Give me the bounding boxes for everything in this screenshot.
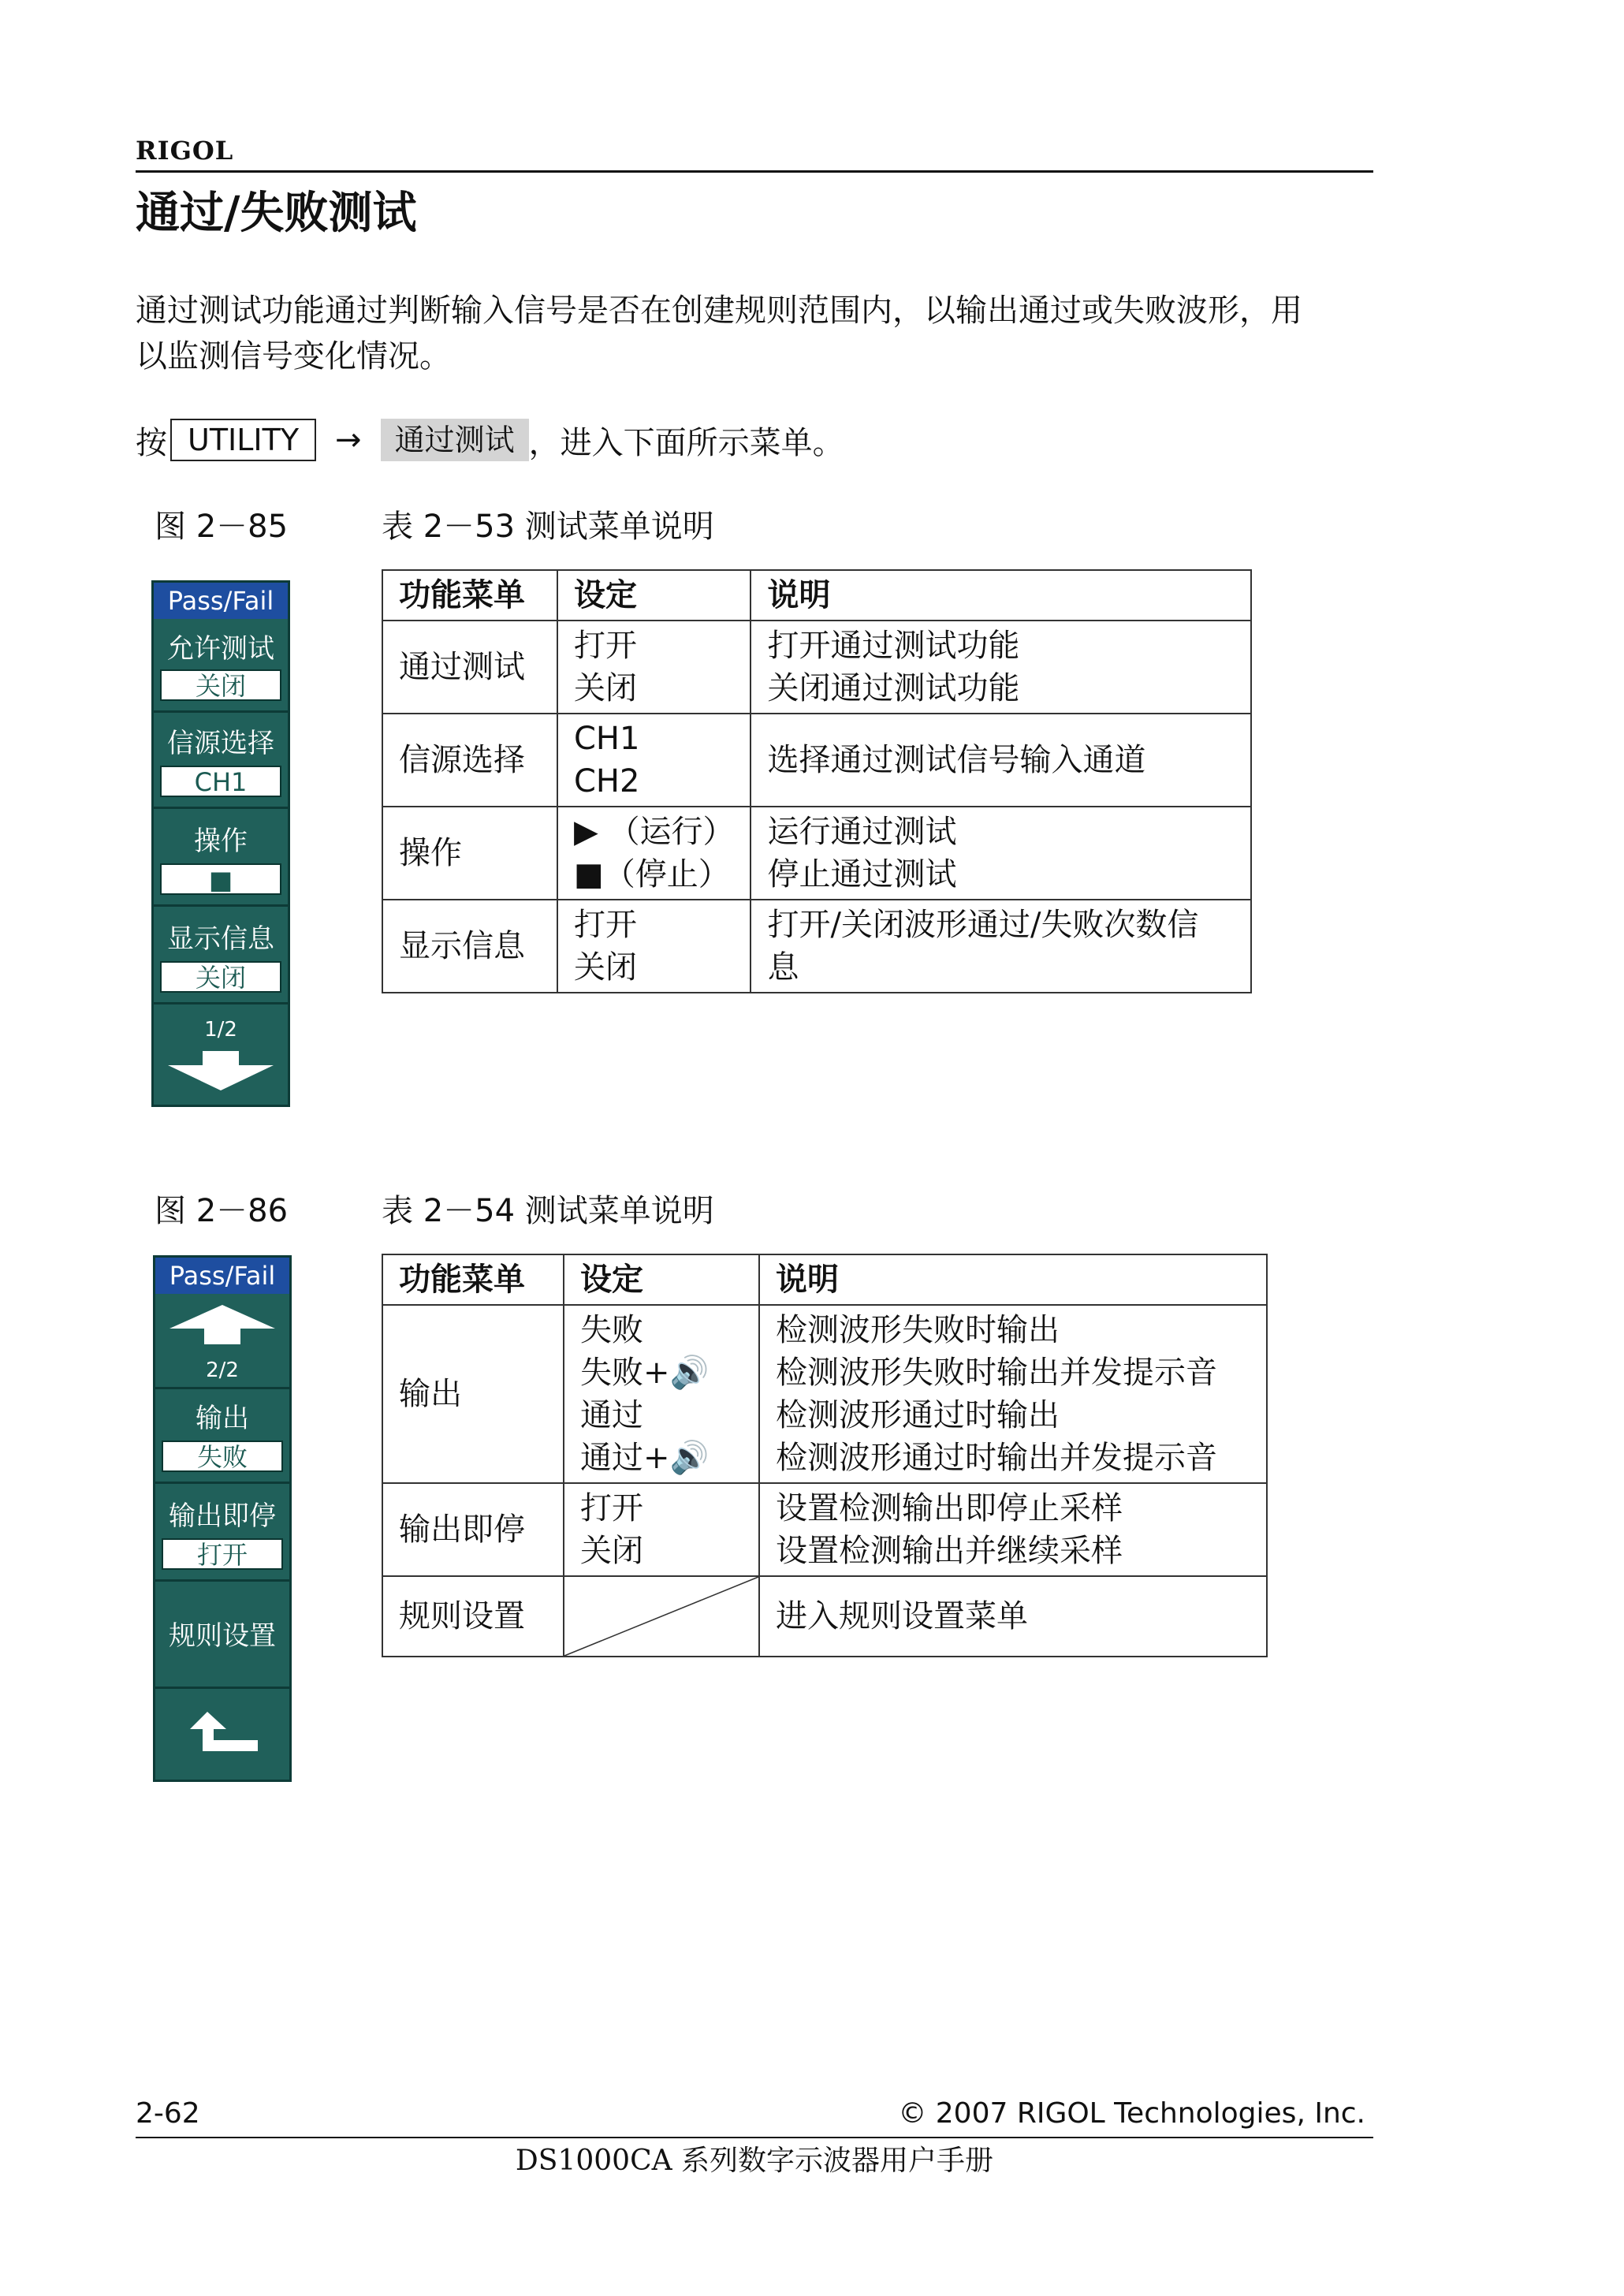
setting-text: ▶ （运行）: [574, 814, 735, 850]
menu-value-allow-test[interactable]: 关闭: [160, 669, 281, 701]
setting-cell: [557, 807, 751, 900]
table-row: [382, 807, 1251, 900]
header-cell: 功能菜单: [382, 1254, 564, 1305]
setting-text: 关闭: [580, 1533, 643, 1569]
description-text: 停止通过测试: [767, 856, 957, 893]
setting-cell: [564, 1483, 759, 1576]
menu-label-output: 输出: [196, 1403, 249, 1434]
table-row: [382, 1305, 1267, 1483]
menu-label-source: 信源选择: [167, 728, 274, 759]
menu-value-output-stop[interactable]: 打开: [162, 1538, 283, 1570]
table-row: [382, 714, 1251, 807]
menu-divider: [155, 1387, 289, 1389]
passfail-menu-panel-1: [151, 580, 290, 1107]
menu-table-2: [382, 1254, 1268, 1657]
description-cell: [751, 621, 1251, 714]
diagonal-line: [564, 1577, 758, 1656]
return-arrow-icon[interactable]: [187, 1709, 263, 1756]
menu-divider: [155, 1579, 289, 1582]
description-text: 运行通过测试: [767, 814, 957, 850]
setting-text: ■（停止）: [574, 856, 730, 893]
arrow-right-icon: →: [335, 422, 362, 458]
menu-value-operation[interactable]: ■: [160, 863, 281, 895]
passfail-menu-panel-2: [153, 1255, 292, 1782]
menu-label-allow-test: 允许测试: [167, 633, 274, 665]
table-row: [382, 900, 1251, 993]
arrow-down-icon[interactable]: [165, 1048, 277, 1092]
menu-value-display-info[interactable]: 关闭: [160, 961, 281, 993]
panel-header: Pass/Fail: [155, 1258, 289, 1294]
page-indicator: 2/2: [206, 1359, 239, 1382]
description-cell: [759, 1305, 1267, 1483]
menu-value-output[interactable]: 失败: [162, 1441, 283, 1472]
description-cell: [759, 1576, 1267, 1657]
description-text: 检测波形通过时输出: [776, 1397, 1060, 1433]
table-header-row: [382, 570, 1251, 621]
setting-cell: [557, 714, 751, 807]
setting-text: CH2: [574, 763, 640, 800]
page-number: 2-62: [136, 2097, 200, 2130]
menu-divider: [155, 1482, 289, 1484]
figure-caption: 图 2－85: [155, 509, 289, 545]
description-text: 检测波形失败时输出并发提示音: [776, 1355, 1217, 1391]
setting-text: 关闭: [574, 949, 637, 986]
setting-cell: [557, 621, 751, 714]
menu-cell: 显示信息: [382, 900, 557, 993]
table-header-row: [382, 1254, 1267, 1305]
menu-label-output-stop: 输出即停: [169, 1500, 276, 1532]
header-cell: 设定: [557, 570, 751, 621]
description-text: 打开/关闭波形通过/失败次数信: [767, 907, 1199, 943]
menu-cell: 输出即停: [382, 1483, 564, 1576]
table-row: [382, 621, 1251, 714]
setting-text: 关闭: [574, 670, 637, 706]
nav-prefix: 按: [136, 424, 167, 461]
nav-instruction: [136, 416, 844, 464]
description-text: 关闭通过测试功能: [767, 670, 1020, 706]
arrow-up-icon[interactable]: [166, 1302, 278, 1346]
setting-text: 失败+🔊: [580, 1355, 710, 1391]
menu-divider: [154, 1002, 288, 1004]
description-text: 选择通过测试信号输入通道: [767, 742, 1146, 778]
header-cell: 说明: [751, 570, 1251, 621]
setting-text: 打开: [574, 628, 637, 664]
menu-cell: 通过测试: [382, 621, 557, 714]
panel-header: Pass/Fail: [154, 583, 288, 619]
pass-test-softkey[interactable]: 通过测试: [381, 419, 529, 461]
setting-text: 打开: [574, 907, 637, 943]
description-cell: [759, 1483, 1267, 1576]
description-cell: [751, 807, 1251, 900]
utility-key[interactable]: UTILITY: [170, 419, 316, 461]
description-cell: [751, 900, 1251, 993]
intro-line-1: 通过测试功能通过判断输入信号是否在创建规则范围内，以输出通过或失败波形，用: [136, 293, 1302, 329]
description-text: 进入规则设置菜单: [776, 1598, 1028, 1634]
description-text: 息: [767, 949, 799, 986]
setting-text: 失败: [580, 1312, 643, 1348]
setting-cell-empty: [564, 1576, 759, 1657]
header-cell: 设定: [564, 1254, 759, 1305]
brand-logo: RIGOL: [136, 136, 234, 166]
setting-text: CH1: [574, 721, 640, 757]
header-cell: 功能菜单: [382, 570, 557, 621]
footer-doc-title: DS1000CA 系列数字示波器用户手册: [515, 2145, 994, 2177]
description-text: 设置检测输出即停止采样: [776, 1490, 1123, 1526]
setting-text: 通过+🔊: [580, 1440, 710, 1476]
table-row: [382, 1483, 1267, 1576]
copyright: © 2007 RIGOL Technologies, Inc.: [898, 2097, 1365, 2130]
description-text: 打开通过测试功能: [767, 628, 1020, 664]
setting-cell: [557, 900, 751, 993]
setting-text: 通过: [580, 1397, 643, 1433]
menu-divider: [154, 807, 288, 809]
nav-suffix: ，进入下面所示菜单。: [528, 424, 844, 461]
page-title: 通过/失败测试: [136, 188, 417, 239]
page-indicator: 1/2: [204, 1018, 237, 1042]
menu-divider: [154, 710, 288, 713]
description-text: 设置检测输出并继续采样: [776, 1533, 1123, 1569]
menu-label-rule-settings[interactable]: 规则设置: [169, 1620, 276, 1652]
menu-cell: 操作: [382, 807, 557, 900]
table-row: [382, 1576, 1267, 1657]
description-text: 检测波形失败时输出: [776, 1312, 1060, 1348]
menu-divider: [155, 1687, 289, 1689]
header-cell: 说明: [759, 1254, 1267, 1305]
figure-caption: 图 2－86: [155, 1193, 289, 1229]
menu-cell: 输出: [382, 1305, 564, 1483]
menu-label-display-info: 显示信息: [167, 923, 274, 955]
setting-text: 打开: [580, 1490, 643, 1526]
description-cell: [751, 714, 1251, 807]
menu-table-1: [382, 569, 1252, 993]
menu-label-operation: 操作: [194, 826, 248, 857]
table-caption: 表 2－53 测试菜单说明: [382, 509, 714, 545]
setting-cell: [564, 1305, 759, 1483]
menu-value-source[interactable]: CH1: [160, 766, 281, 797]
menu-divider: [154, 904, 288, 907]
table-caption: 表 2－54 测试菜单说明: [382, 1193, 714, 1229]
header-rule: [136, 170, 1373, 173]
description-text: 检测波形通过时输出并发提示音: [776, 1440, 1217, 1476]
menu-cell: 规则设置: [382, 1576, 564, 1657]
menu-cell: 信源选择: [382, 714, 557, 807]
intro-line-2: 以监测信号变化情况。: [136, 338, 451, 375]
